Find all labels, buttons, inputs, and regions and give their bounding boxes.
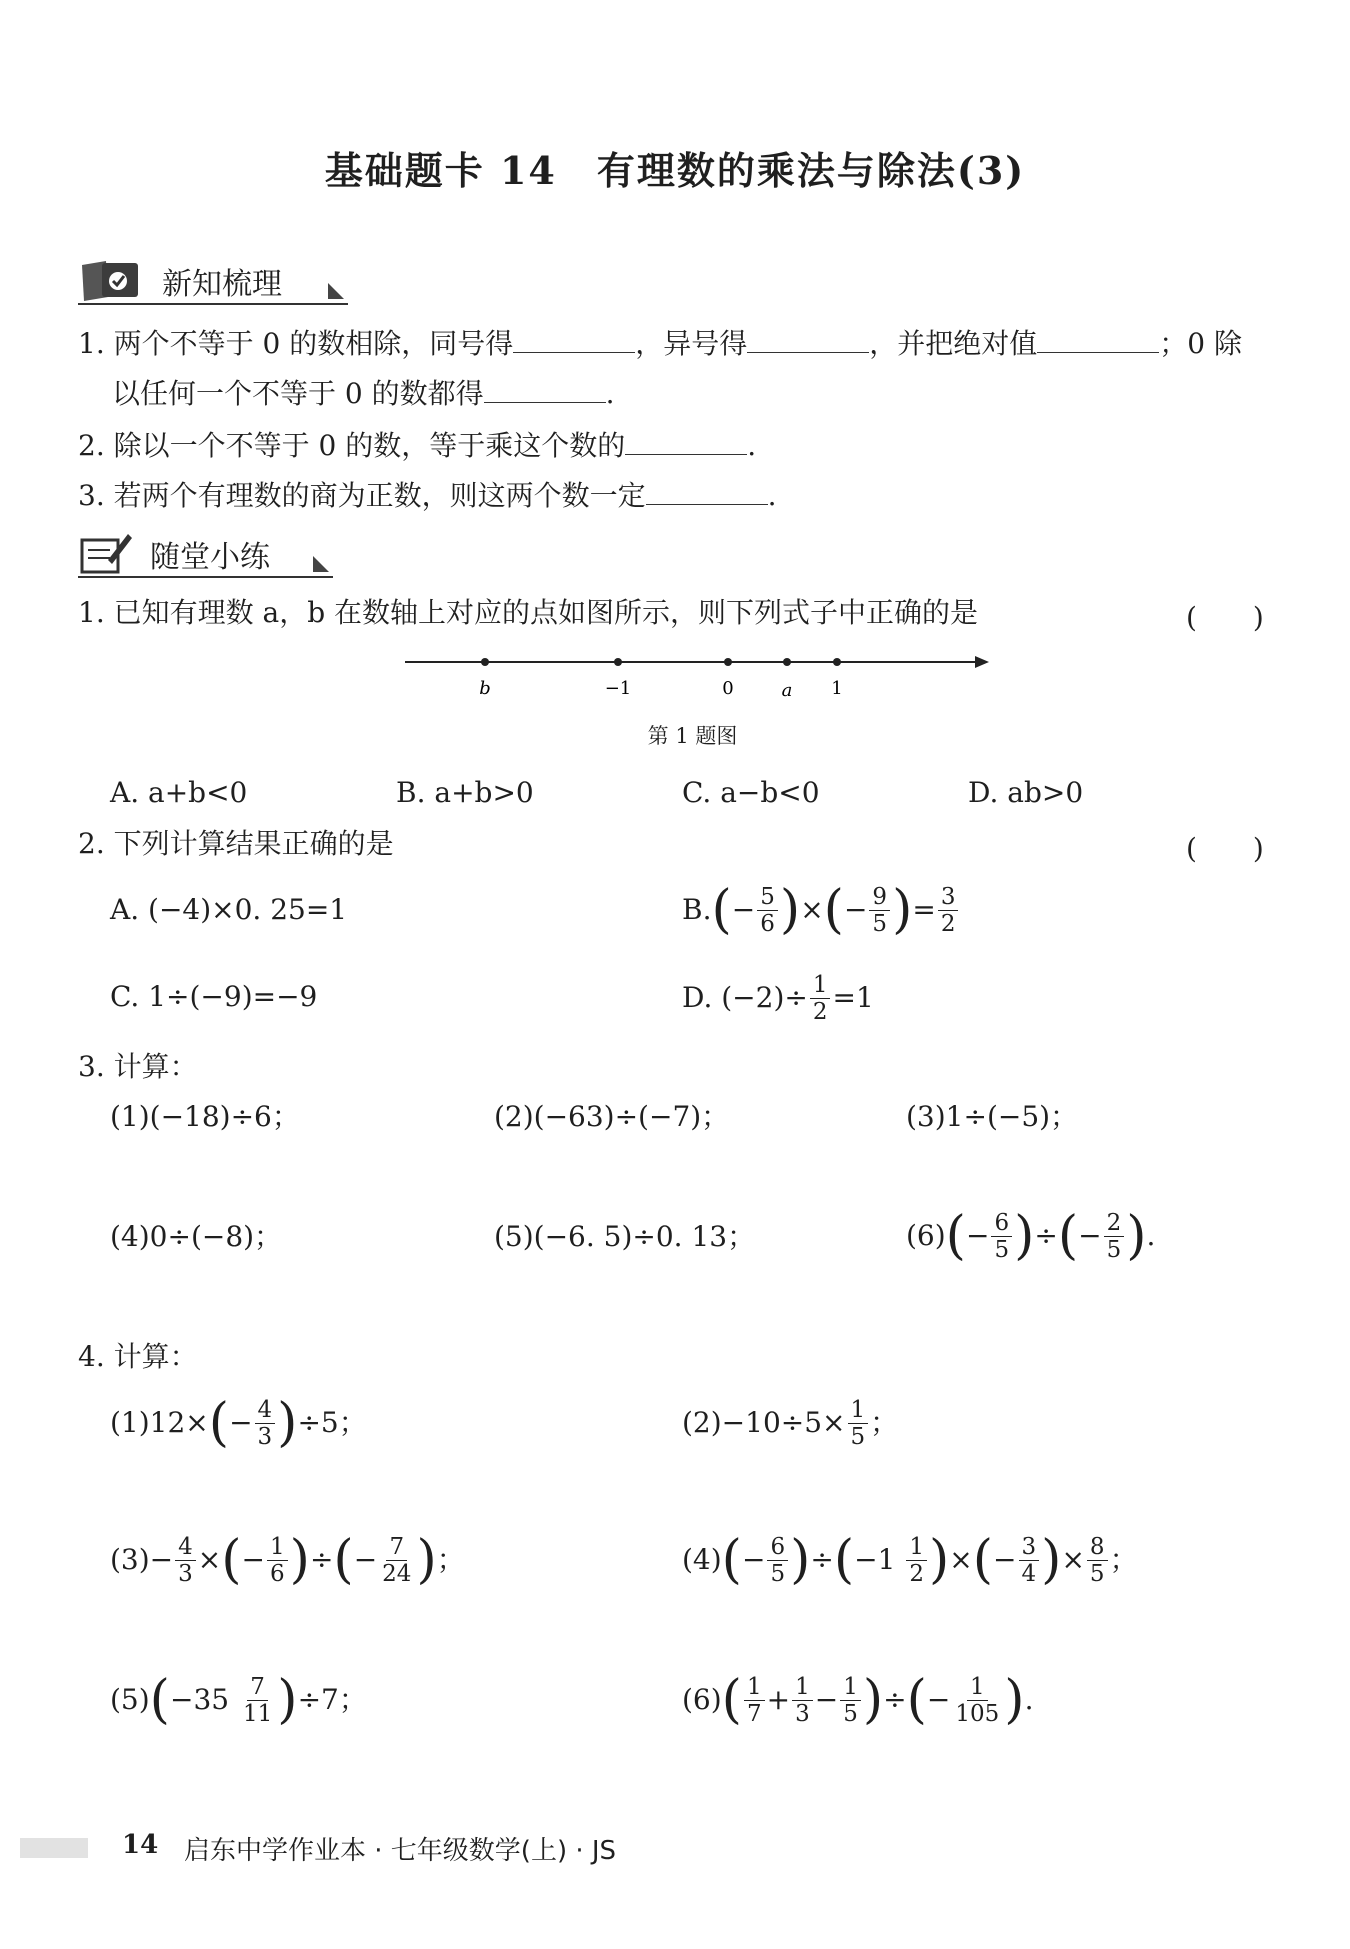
q4-part-4: (4) ( − $\frac{6}{5}$ ) ÷ ( − 1 $\frac{1}{2}$ ) × ( − $\frac{3}{4}$ ) × $\frac{8}{5}$ ； xyxy=(682,1530,1138,1590)
q3-part-1: (1)(−18)÷6； xyxy=(110,1100,300,1133)
q3-part-5: (5)(−6. 5)÷0. 13； xyxy=(494,1220,756,1253)
option-d[interactable]: D. ab>0 xyxy=(968,776,1084,809)
section-title: 随堂小练 xyxy=(150,540,270,575)
q4-part-5: (5) ( − 35 $\frac{7}{11}$ ) ÷7； xyxy=(110,1670,367,1730)
footer-decoration xyxy=(20,1838,88,1858)
answer-bracket[interactable]: ( ) xyxy=(1186,832,1264,865)
tick-label: 1 xyxy=(831,678,843,699)
option-d[interactable]: D. (−2)÷ $\frac{1}{2}$ =1 xyxy=(682,971,874,1025)
q3-part-4: (4)0÷(−8)； xyxy=(110,1220,283,1253)
option-b[interactable]: B. ( − $\frac{5}{6}$ ) × ( − $\frac{9}{5}$ ) = $\frac{3}{2}$ xyxy=(682,872,960,948)
option-c[interactable]: C. a−b<0 xyxy=(682,776,820,809)
question-1: 1. 已知有理数 a，b 在数轴上对应的点如图所示，则下列式子中正确的是 xyxy=(78,596,979,629)
number-line-figure xyxy=(405,648,1005,708)
s1-question-3: 3. 若两个有理数的商为正数，则这两个数一定 . xyxy=(78,479,777,512)
option-a[interactable]: A. (−4)×0. 25=1 xyxy=(110,893,348,926)
question-3: 3. 计算： xyxy=(78,1050,198,1083)
corner-triangle-icon xyxy=(313,556,329,572)
option-b[interactable]: B. a+b>0 xyxy=(396,776,534,809)
section-header-practice xyxy=(78,528,333,578)
q4-part-1: (1)12× ( − $\frac{4}{3}$ ) ÷5； xyxy=(110,1393,367,1453)
answer-blank[interactable] xyxy=(484,376,606,403)
q4-part-3: (3)− $\frac{4}{3}$ × ( − $\frac{1}{6}$ ) ÷ ( − $\frac{7}{24}$ ) ； xyxy=(110,1530,465,1590)
answer-bracket[interactable]: ( ) xyxy=(1186,601,1264,634)
answer-blank[interactable] xyxy=(625,428,747,455)
answer-blank[interactable] xyxy=(646,478,768,505)
answer-blank[interactable] xyxy=(513,326,635,353)
question-4: 4. 计算： xyxy=(78,1340,198,1373)
s1-question-1-line1: 1. 两个不等于 0 的数相除，同号得 ，异号得 ，并把绝对值 ；0 除 xyxy=(78,327,1242,360)
notebook-icon xyxy=(78,257,142,303)
q4-part-2: (2)−10÷5× $\frac{1}{5}$ ； xyxy=(682,1396,899,1450)
q3-part-3: (3)1÷(−5)； xyxy=(906,1100,1079,1133)
tick-label: 0 xyxy=(722,678,734,699)
figure-caption: 第 1 题图 xyxy=(647,724,738,748)
question-2: 2. 下列计算结果正确的是 xyxy=(78,827,394,860)
s1-question-1-line2: 以任何一个不等于 0 的数都得 . xyxy=(112,377,615,410)
tick-label: −1 xyxy=(604,678,632,699)
q3-part-2: (2)(−63)÷(−7)； xyxy=(494,1100,730,1133)
page-title: 基础题卡 14 有理数的乘法与除法(3) xyxy=(324,148,1026,193)
tick-label: b xyxy=(479,678,491,699)
page-number: 14 xyxy=(122,1830,159,1860)
answer-blank[interactable] xyxy=(747,326,869,353)
corner-triangle-icon xyxy=(328,283,344,299)
section-header-new-knowledge xyxy=(78,255,348,305)
pencil-notebook-icon xyxy=(78,530,134,576)
section-title: 新知梳理 xyxy=(162,267,282,302)
footer-title: 启东中学作业本 · 七年级数学(上) · JS xyxy=(184,1836,617,1866)
answer-blank[interactable] xyxy=(1037,326,1159,353)
q3-part-6: (6) ( − $\frac{6}{5}$ ) ÷ ( − $\frac{2}{5}$ ) . xyxy=(906,1206,1156,1266)
option-a[interactable]: A. a+b<0 xyxy=(110,776,248,809)
tick-label: a xyxy=(781,680,793,701)
s1-question-2: 2. 除以一个不等于 0 的数，等于乘这个数的 . xyxy=(78,429,757,462)
q4-part-6: (6) ( $\frac{1}{7}$ + $\frac{1}{3}$ − $\frac{1}{5}$ ) ÷ ( − $\frac{1}{105}$ ) . xyxy=(682,1670,1034,1730)
option-c[interactable]: C. 1÷(−9)=−9 xyxy=(110,980,318,1013)
